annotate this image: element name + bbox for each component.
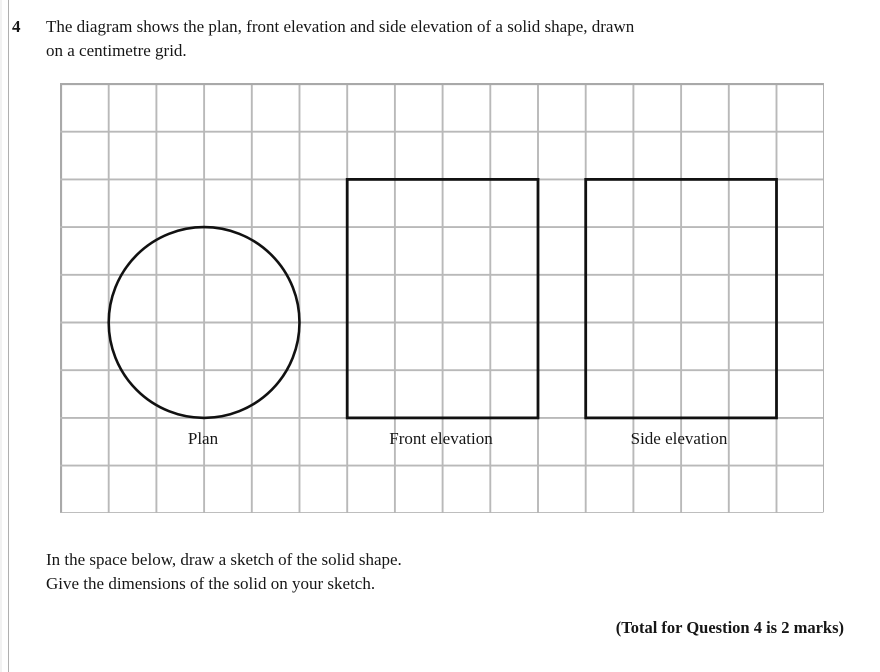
answer-instruction-line-2: Give the dimensions of the solid on your sketch. (46, 574, 376, 593)
question-statement-line-1: The diagram shows the plan, front elevation and side elevation of a solid shape, drawn (46, 17, 635, 36)
plan-label: Plan (187, 429, 219, 448)
front-elevation-shape (347, 179, 538, 418)
answer-instruction-line-1: In the space below, draw a sketch of the solid shape. (46, 550, 402, 569)
side-elevation-shape (586, 179, 777, 418)
page-edge-artifact-outer (0, 0, 2, 672)
front-elevation-label: Front elevation (389, 429, 493, 448)
question-number: 4 (12, 17, 21, 36)
page-edge-artifact (8, 0, 9, 672)
side-elevation-label: Side elevation (630, 429, 728, 448)
total-marks-footer: (Total for Question 4 is 2 marks) (615, 618, 844, 637)
answer-instructions (46, 548, 826, 596)
question-statement-line-2: on a centimetre grid. (46, 41, 187, 60)
plan-shape (109, 227, 300, 418)
question-statement (46, 15, 836, 63)
